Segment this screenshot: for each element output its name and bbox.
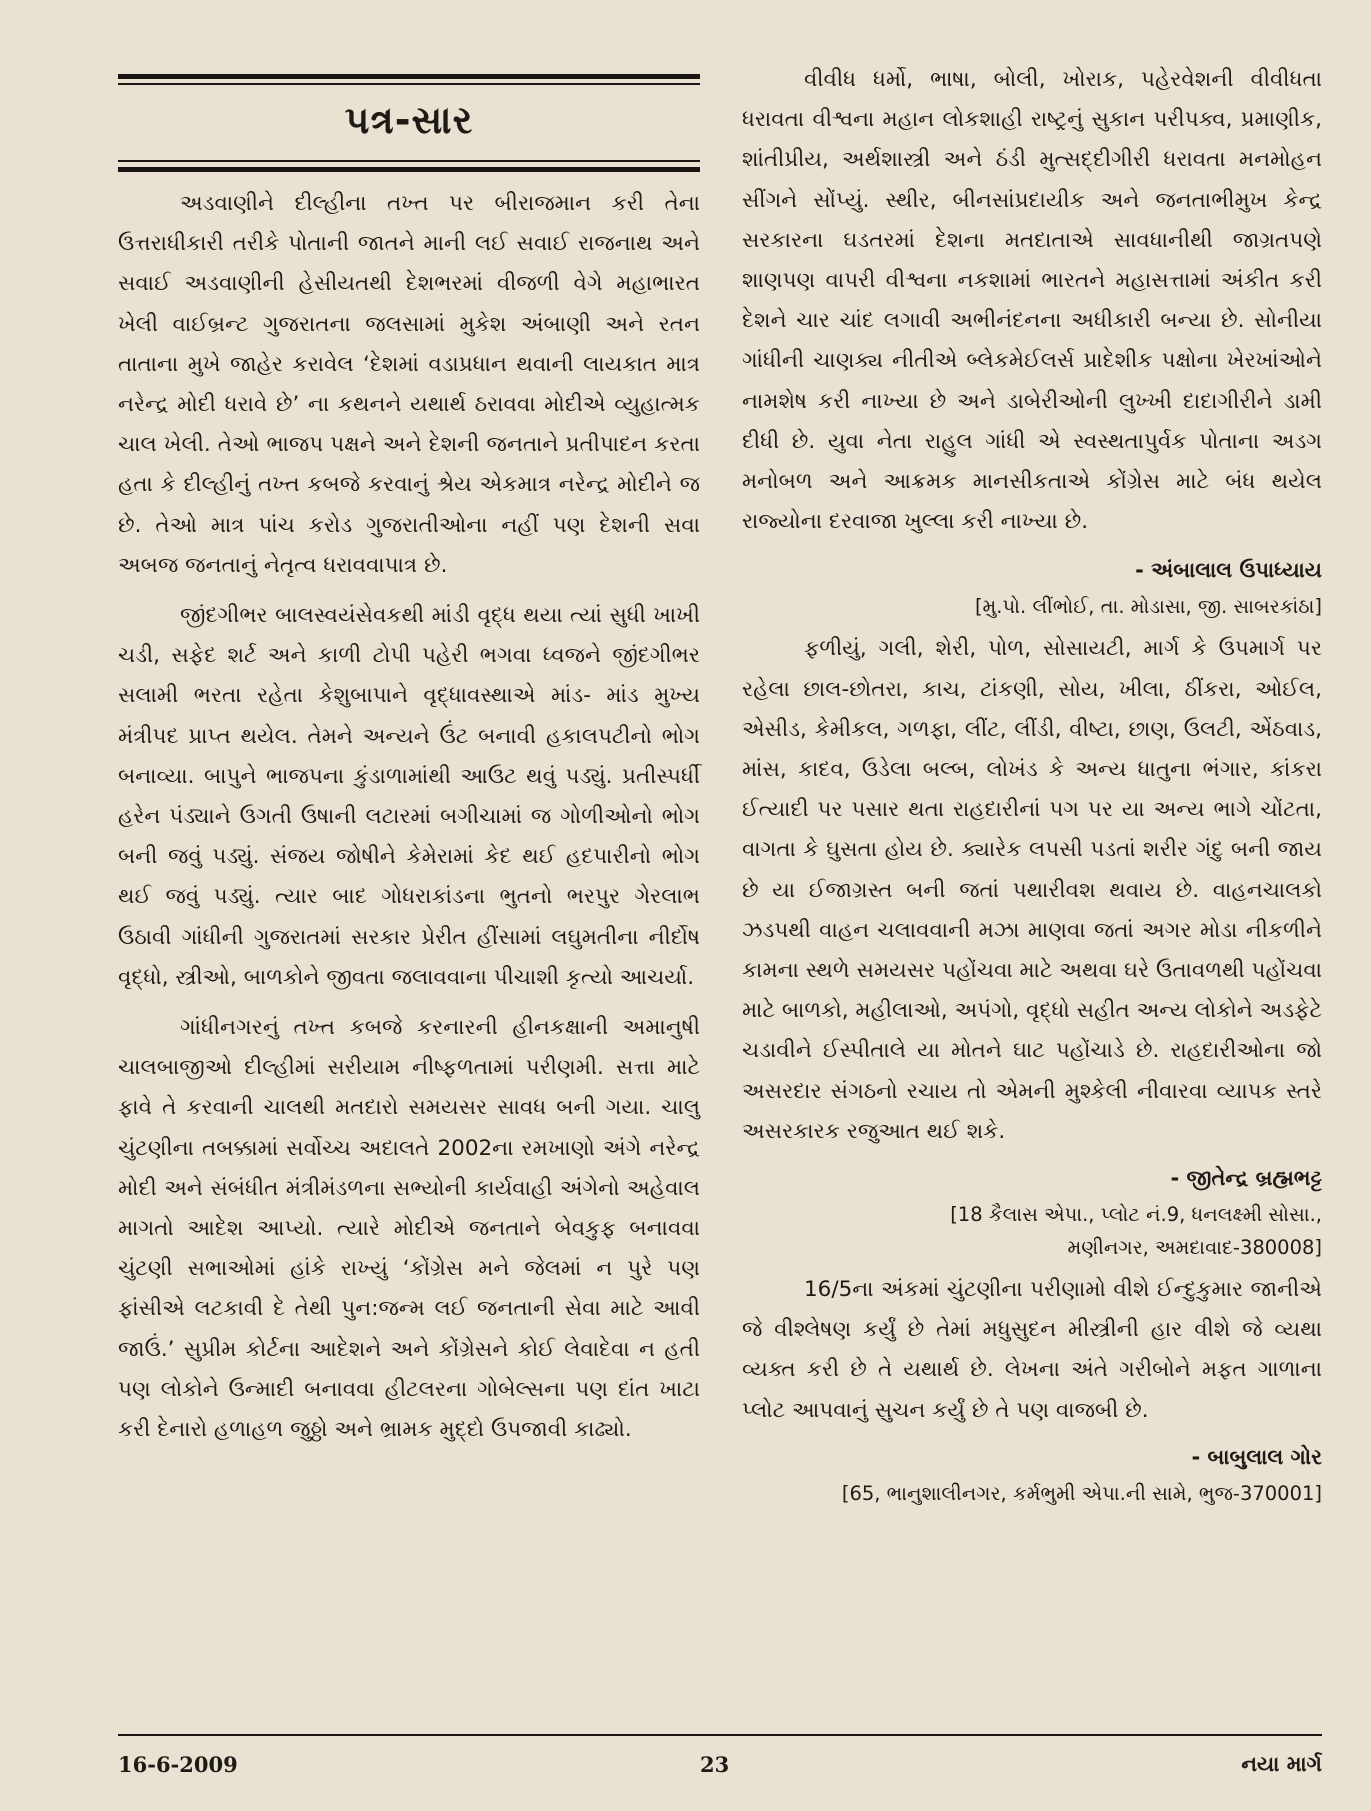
heading-rule-bottom bbox=[118, 167, 700, 172]
letter-1-address: [મુ.પો. લીંભોઈ, તા. મોડાસા, જી. સાબરકાંઠા] bbox=[974, 595, 1322, 619]
left-column bbox=[118, 184, 700, 1450]
heading-rule-bottom-thin bbox=[118, 160, 700, 162]
letter-1-signature: - અંબાલાલ ઉપાધ્યાય bbox=[1135, 558, 1322, 583]
letter-2-address-line-2: મણીનગર, અમદાવાદ-380008] bbox=[1067, 1236, 1322, 1260]
footer-publication-name: નયા માર્ગ bbox=[1241, 1752, 1322, 1776]
heading-rule-top bbox=[118, 74, 700, 79]
right-column bbox=[742, 60, 1322, 1510]
letter-3-address: [65, ભાનુશાલીનગર, કર્મભુમી એપા.ની સામે, ભુજ-370001] bbox=[841, 1481, 1322, 1505]
letter-2-text: ફળીયું, ગલી, શેરી, પોળ, સોસાયટી, માર્ગ કે ઉપમાર્ગ પર રહેલા છાલ-છોતરા, કાચ, ટાંકણી, સોય, ખીલા, ઠીંકરા, ઓઈલ, એસીડ, કેમીકલ, ગળફા, લીંટ, લીંડી, વીષ્ટા, છાણ, ઉલટી, એંઠવાડ, માંસ, કાદવ, ઉડેલા બલ્બ, લોખંડ કે અન્ય ધાતુના ભંગાર, કાંકરા ઈત્યાદી પર પસાર થતા રાહદારીનાં પગ પર યા અન્ય ભાગે ચોંટતા, વાગતા કે ઘુસતા હોય છે. ક્યારેક લપસી પડતાં શરીર ગંદુ બની જાય છે યા ઈજાગ્રસ્ત બની જતાં પથારીવશ થવાય છે. વાહનચાલકો ઝડપથી વાહન ચલાવવાની મઝા માણવા જતાં અગર મોડા નીકળીને કામના સ્થળે સમયસર પહોંચવા માટે અથવા ઘરે ઉતાવળથી પહોંચવા માટે બાળકો, મહીલાઓ, અપંગો, વૃદ્ધો સહીત અન્ય લોકોને અડફેટે ચડાવીને ઈસ્પીતાલે યા મોતને ઘાટ પહોંચાડે છે. રાહદારીઓના જો અસરદાર સંગઠનો રચાય તો એમની મુશ્કેલી નીવારવા વ્યાપક સ્તરે અસરકારક રજુઆત થઈ શકે. bbox=[742, 636, 1322, 1144]
letter-paragraph-2: જીંદગીભર બાલસ્વયંસેવકથી માંડી વૃદ્ધ થયા ત્યાં સુધી ખાખી ચડી, સફેદ શર્ટ અને કાળી ટોપી પહેરી ભગવા ધ્વજને જીંદગીભર સલામી ભરતા રહેતા કેશુબાપાને વૃદ્ધાવસ્થાએ માંડ- માંડ મુખ્ય મંત્રીપદ પ્રાપ્ત થયેલ. તેમને અન્યને ઉંટ બનાવી હકાલપટીનો ભોગ બનાવ્યા. બાપુને ભાજપના કુંડાળામાંથી આઉટ થવું પડ્યું. પ્રતીસ્પર્ધી હરેન પંડ્યાને ઉગતી ઉષાની લટારમાં બગીચામાં જ ગોળીઓનો ભોગ બની જવું પડ્યું. સંજય જોષીને કેમેરામાં કેદ થઈ હદપારીનો ભોગ થઈ જવું પડ્યું. ત્યાર બાદ ગોધરાકાંડના ભુતનો ભરપુર ગેરલાભ ઉઠાવી ગાંધીની ગુજરાતમાં સરકાર પ્રેરીત હીંસામાં લઘુમતીના નીર્દોષ વૃદ્ધો, સ્ત્રીઓ, બાળકોને જીવતા જલાવવાના પીચાશી કૃત્યો આચર્યા. bbox=[118, 603, 700, 990]
footer-date: 16-6-2009 bbox=[118, 1752, 238, 1777]
letter-3-text: 16/5ના અંકમાં ચુંટણીના પરીણામો વીશે ઈન્દુકુમાર જાનીએ જે વીશ્લેષણ કર્યું છે તેમાં મધુસુદન મીસ્ત્રીની હાર વીશે જે વ્યથા વ્યક્ત કરી છે તે યથાર્થ છે. લેખના અંતે ગરીબોને મફત ગાળાના પ્લોટ આપવાનું સુચન કર્યું છે તે પણ વાજબી છે. bbox=[742, 1277, 1322, 1423]
footer-page-number: 23 bbox=[700, 1752, 730, 1777]
footer-rule bbox=[118, 1734, 1322, 1736]
letter-paragraph-3: ગાંધીનગરનું તખ્ત કબજે કરનારની હીનકક્ષાની અમાનુષી ચાલબાજીઓ દીલ્હીમાં સરીયામ નીષ્ફળતામાં પરીણમી. સત્તા માટે ફાવે તે કરવાની ચાલથી મતદારો સમયસર સાવધ બની ગયા. ચાલુ ચુંટણીના તબક્કામાં સર્વોચ્ચ અદાલતે 2002ના રમખાણો અંગે નરેન્દ્ર મોદી અને સંબંધીત મંત્રીમંડળના સભ્યોની કાર્યવાહી અંગેનો અહેવાલ માગતો આદેશ આપ્યો. ત્યારે મોદીએ જનતાને બેવકુફ બનાવવા ચુંટણી સભાઓમાં હાંકે રાખ્યું ‘કોંગ્રેસ મને જેલમાં ન પુરે પણ ફાંસીએ લટકાવી દે તેથી પુન:જન્મ લઈ જનતાની સેવા માટે આવી જાઉં.’ સુપ્રીમ કોર્ટના આદેશને અને કોંગ્રેસને કોઈ લેવાદેવા ન હતી પણ લોકોને ઉન્માદી બનાવવા હીટલરના ગોબેલ્સના પણ દાંત ખાટા કરી દેનારો હળાહળ જુઠ્ઠો અને ભ્રામક મુદ્દો ઉપજાવી કાઢ્યો. bbox=[118, 1015, 700, 1443]
letter-paragraph-1: અડવાણીને દીલ્હીના તખ્ત પર બીરાજમાન કરી તેના ઉત્તરાધીકારી તરીકે પોતાની જાતને માની લઈ સવાઈ રાજનાથ અને સવાઈ અડવાણીની હેસીયતથી દેશભરમાં વીજળી વેગે મહાભારત ખેલી વાઈબ્રન્ટ ગુજરાતના જલસામાં મુકેશ અંબાણી અને રતન તાતાના મુખે જાહેર કરાવેલ ‘દેશમાં વડાપ્રધાન થવાની લાયકાત માત્ર નરેન્દ્ર મોદી ધરાવે છે’ ના કથનને યથાર્થ ઠરાવવા મોદીએ વ્યુહાત્મક ચાલ ખેલી. તેઓ ભાજપ પક્ષને અને દેશની જનતાને પ્રતીપાદન કરતા હતા કે દીલ્હીનું તખ્ત કબજે કરવાનું શ્રેય એકમાત્ર નરેન્દ્ર મોદીને જ છે. તેઓ માત્ર પાંચ કરોડ ગુજરાતીઓના નહીં પણ દેશની સવા અબજ જનતાનું નેતૃત્વ ધરાવવાપાત્ર છે. bbox=[118, 191, 700, 578]
letter-2-signature: - જીતેન્દ્ર બ્રહ્મભટ્ટ bbox=[1170, 1166, 1322, 1191]
heading-rule-top-thin bbox=[118, 83, 700, 85]
letter-2-address-line-1: [18 કૈલાસ એપા., પ્લોટ નં.9, ધનલક્ષ્મી સોસા., bbox=[950, 1203, 1322, 1227]
letter-3-signature: - બાબુલાલ ગોર bbox=[1191, 1444, 1322, 1469]
section-title: પત્ર-સાર bbox=[344, 98, 474, 142]
letter-1-text: વીવીધ ધર્મો, ભાષા, બોલી, ખોરાક, પહેરવેશની વીવીધતા ધરાવતા વીશ્વના મહાન લોકશાહી રાષ્ટ્રનું સુકાન પરીપક્વ, પ્રમાણીક, શાંતીપ્રીય, અર્થશાસ્ત્રી અને ઠંડી મુત્સદ્દીગીરી ધરાવતા મનમોહન સીંગને સોંપ્યું. સ્થીર, બીનસાંપ્રદાયીક અને જનતાભીમુખ કેન્દ્ર સરકારના ઘડતરમાં દેશના મતદાતાએ સાવધાનીથી જાગ્રતપણે શાણપણ વાપરી વીશ્વના નકશામાં ભારતને મહાસત્તામાં અંકીત કરી દેશને ચાર ચાંદ લગાવી અભીનંદનના અધીકારી બન્યા છે. સોનીયા ગાંધીની ચાણક્ય નીતીએ બ્લેકમેઈલર્સ પ્રાદેશીક પક્ષોના ખેરખાંઓને નામશેષ કરી નાખ્યા છે અને ડાબેરીઓની લુખ્ખી દાદાગીરીને ડામી દીધી છે. યુવા નેતા રાહુલ ગાંધી એ સ્વસ્થતાપુર્વક પોતાના અડગ મનોબળ અને આક્રમક માનસીકતાએ કોંગ્રેસ માટે બંધ થયેલ રાજ્યોના દરવાજા ખુલ્લા કરી નાખ્યા છે. bbox=[742, 67, 1322, 535]
